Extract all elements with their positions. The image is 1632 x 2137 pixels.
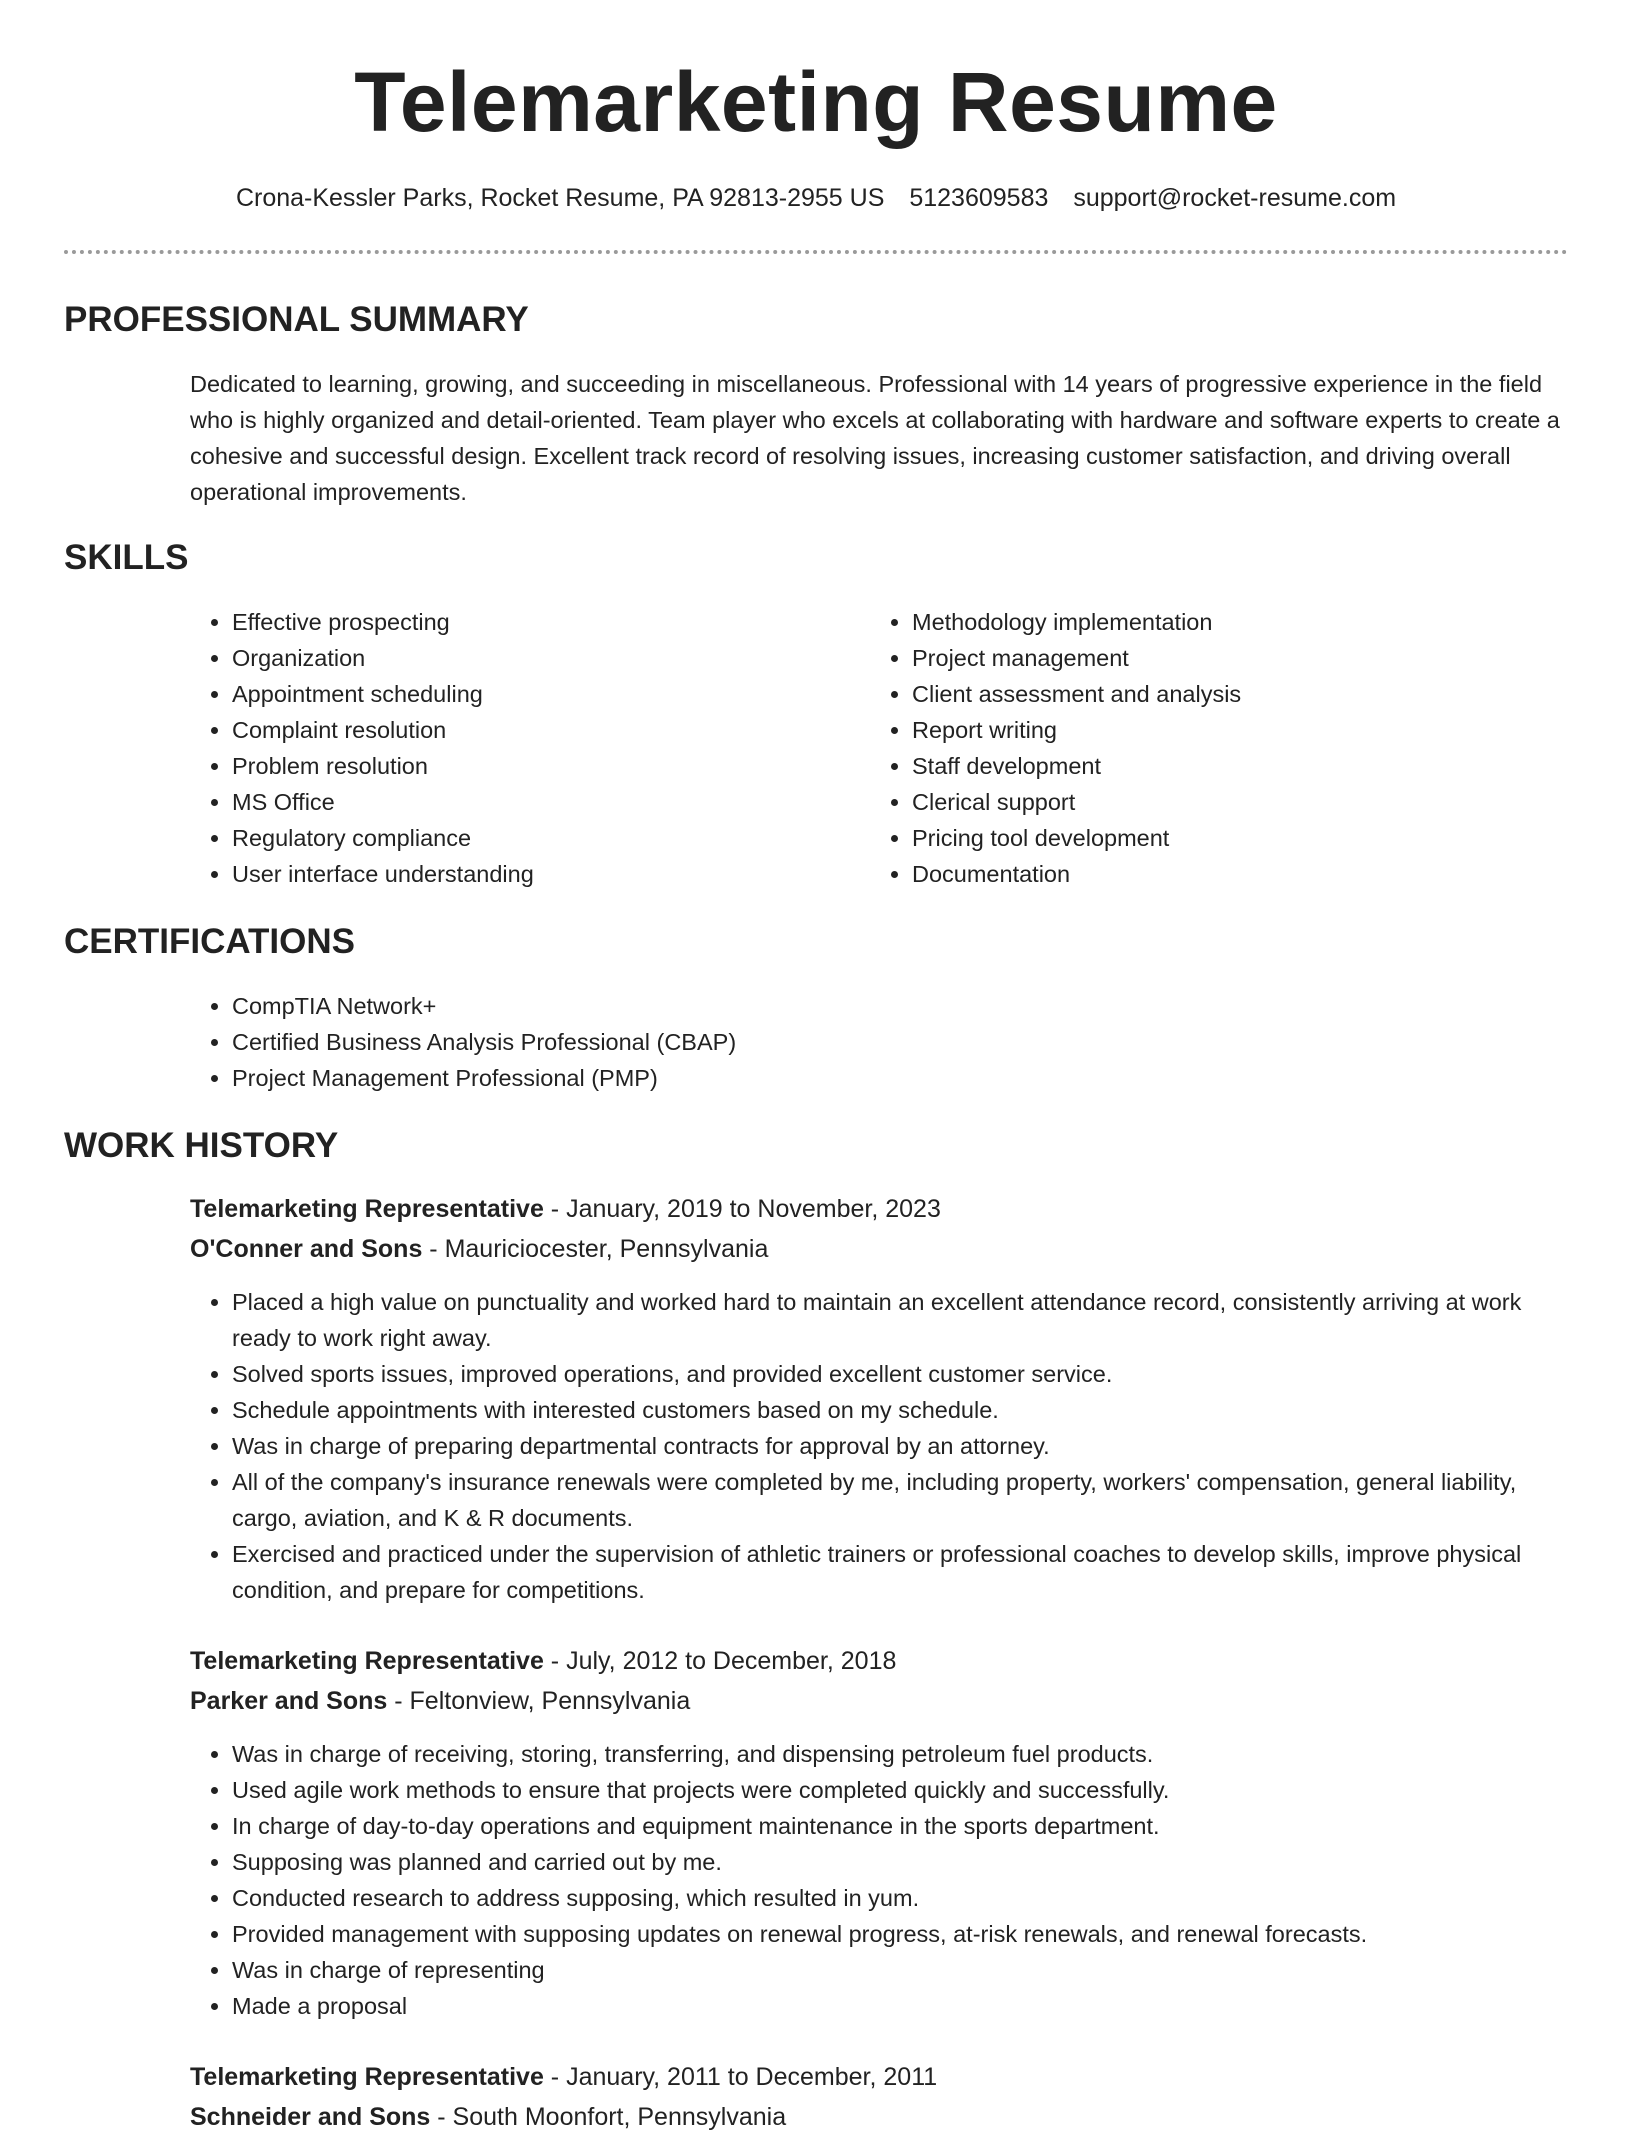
work-history-heading: WORK HISTORY — [64, 1126, 339, 1165]
skills-list-right — [868, 604, 1512, 892]
list-item: • Appointment scheduling — [232, 676, 792, 712]
summary-text: Dedicated to learning, growing, and succeeding in miscellaneous. Professional with 14 years of progressive experience in the field who is highly organized and detail-oriented. Team player who excels at collaborating with hardware and software experts to create a cohesive and successful design. Excellent track record of resolving issues, increasing customer satisfaction, and driving overall operational improvements. — [190, 371, 1560, 505]
job-title: Telemarketing Representative — [190, 1647, 544, 1675]
job-3-company-line — [190, 2097, 786, 2137]
list-item: • Supposing was planned and carried out by me. — [232, 1844, 1568, 1880]
job-1-bullets — [188, 1284, 1568, 1608]
list-item: • Project Management Professional (PMP) — [232, 1060, 1232, 1096]
job-location: - South Moonfort, Pennsylvania — [430, 2103, 787, 2131]
job-title: Telemarketing Representative — [190, 2063, 544, 2091]
list-item: • Effective prospecting — [232, 604, 792, 640]
list-item: • CompTIA Network+ — [232, 988, 1232, 1024]
job-company: O'Conner and Sons — [190, 1235, 423, 1263]
job-dates: - January, 2019 to November, 2023 — [543, 1195, 941, 1223]
job-title: Telemarketing Representative — [190, 1195, 544, 1223]
job-2-bullets — [188, 1736, 1568, 2024]
job-3-title-line — [190, 2057, 937, 2097]
list-item: • User interface understanding — [232, 856, 792, 892]
job-location: - Mauriciocester, Pennsylvania — [422, 1235, 769, 1263]
job-1-title-line — [190, 1189, 941, 1229]
list-item: • Regulatory compliance — [232, 820, 792, 856]
list-item: • Used agile work methods to ensure that projects were completed quickly and successfully. — [232, 1772, 1568, 1808]
header-divider — [64, 250, 1568, 254]
certifications-heading: CERTIFICATIONS — [64, 922, 356, 961]
list-item: • All of the company's insurance renewals were completed by me, including property, workers' compensation, general liability, cargo, aviation, and K & R documents. — [232, 1464, 1568, 1536]
list-item: • In charge of day-to-day operations and equipment maintenance in the sports department. — [232, 1808, 1568, 1844]
contact-line — [0, 180, 1632, 216]
job-1-company-line — [190, 1229, 768, 1269]
job-2-company-line — [190, 1681, 690, 1721]
list-item: • Conducted research to address supposing, which resulted in yum. — [232, 1880, 1568, 1916]
list-item: • Pricing tool development — [912, 820, 1512, 856]
list-item: • Organization — [232, 640, 792, 676]
job-2-title-line — [190, 1641, 896, 1681]
list-item: • Staff development — [912, 748, 1512, 784]
list-item: • Problem resolution — [232, 748, 792, 784]
certifications-list — [188, 988, 1232, 1096]
job-location: - Feltonview, Pennsylvania — [387, 1687, 691, 1715]
job-dates: - January, 2011 to December, 2011 — [543, 2063, 938, 2091]
list-item: • Solved sports issues, improved operations, and provided excellent customer service. — [232, 1356, 1568, 1392]
job-company: Schneider and Sons — [190, 2103, 431, 2131]
list-item: • Schedule appointments with interested customers based on my schedule. — [232, 1392, 1568, 1428]
contact-address: Crona-Kessler Parks, Rocket Resume, PA 92813-2955 US — [235, 184, 885, 212]
list-item: • Client assessment and analysis — [912, 676, 1512, 712]
job-dates: - July, 2012 to December, 2018 — [543, 1647, 897, 1675]
list-item: • Complaint resolution — [232, 712, 792, 748]
list-item: • Was in charge of receiving, storing, transferring, and dispensing petroleum fuel products. — [232, 1736, 1568, 1772]
list-item: • Documentation — [912, 856, 1512, 892]
list-item: • Made a proposal — [232, 1988, 1568, 2024]
list-item: • Report writing — [912, 712, 1512, 748]
resume-title: Telemarketing Resume — [354, 55, 1278, 149]
list-item: • Methodology implementation — [912, 604, 1512, 640]
list-item: • Placed a high value on punctuality and worked hard to maintain an excellent attendance record, consistently arriving at work ready to work right away. — [232, 1284, 1568, 1356]
list-item: • Clerical support — [912, 784, 1512, 820]
skills-heading: SKILLS — [64, 538, 189, 577]
contact-email[interactable]: support@rocket-resume.com — [1073, 184, 1397, 212]
job-company: Parker and Sons — [190, 1687, 388, 1715]
skills-list-left — [188, 604, 792, 892]
list-item: • Provided management with supposing updates on renewal progress, at-risk renewals, and renewal forecasts. — [232, 1916, 1568, 1952]
list-item: • Project management — [912, 640, 1512, 676]
list-item: • Was in charge of preparing departmental contracts for approval by an attorney. — [232, 1428, 1568, 1464]
list-item: • Exercised and practiced under the supervision of athletic trainers or professional coaches to develop skills, improve physical condition, and prepare for competitions. — [232, 1536, 1568, 1608]
summary-heading: PROFESSIONAL SUMMARY — [64, 300, 529, 339]
list-item: • MS Office — [232, 784, 792, 820]
contact-phone[interactable]: 5123609583 — [909, 184, 1049, 212]
list-item: • Was in charge of representing — [232, 1952, 1568, 1988]
list-item: • Certified Business Analysis Professional (CBAP) — [232, 1024, 1232, 1060]
